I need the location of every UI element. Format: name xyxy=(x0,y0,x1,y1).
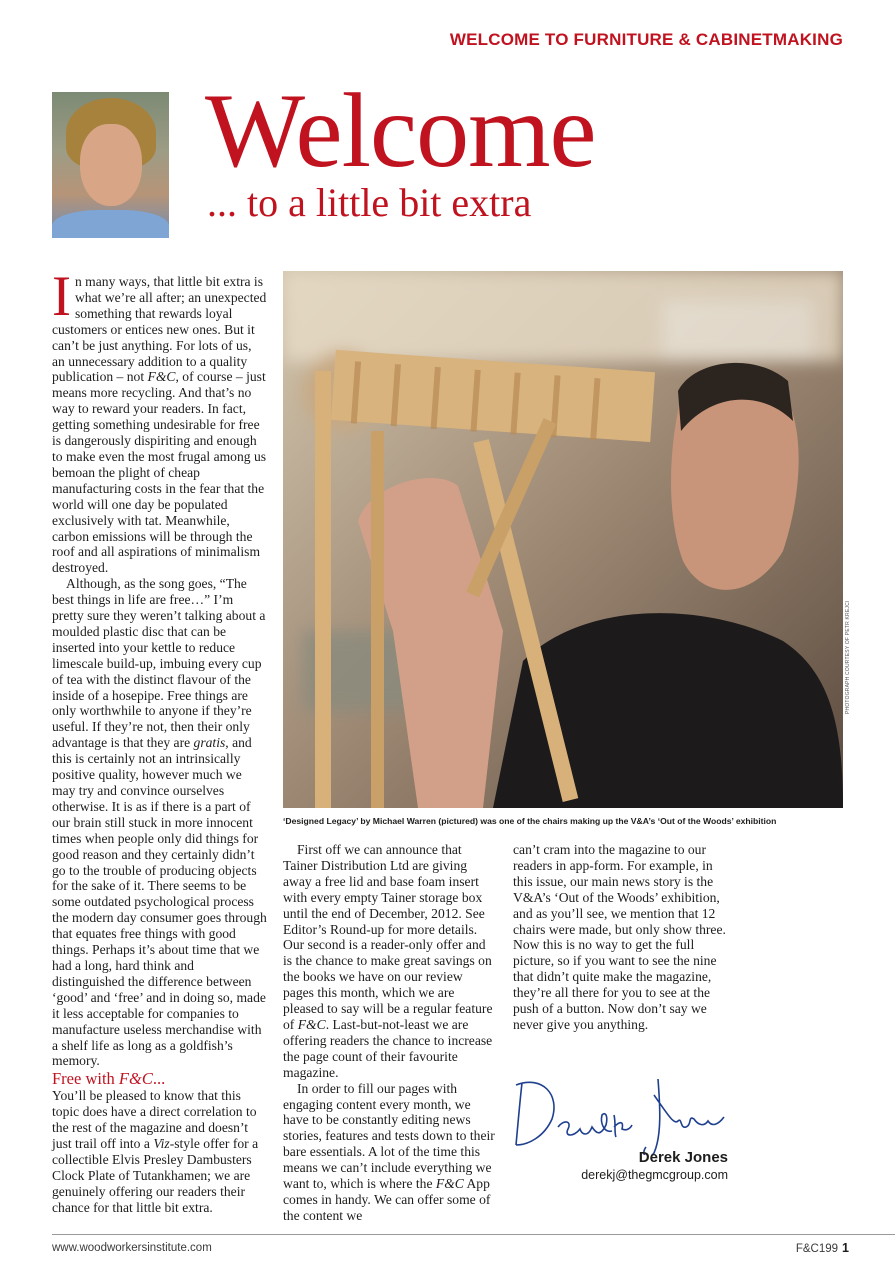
paragraph: can’t cram into the magazine to our readers in app-form. For example, in this issue, our main news story is the V&A’s ‘Out of the Woods’ exhibition, and as you’ll see, we mention that 12 chairs were made, but only show three. Now this is no way to get the full picture, so if you want to see the nine that didn’t quite make the magazine, they’re all there for you to see at the push of a button. Now don’t say we never give you anything. xyxy=(513,842,726,1032)
feature-photo xyxy=(283,271,843,808)
drop-cap: I xyxy=(52,265,71,328)
photo-illustration xyxy=(283,271,843,808)
footer-website: www.woodworkersinstitute.com xyxy=(52,1242,212,1254)
footer-rule xyxy=(52,1234,895,1235)
page-subtitle: ... to a little bit extra xyxy=(207,180,532,225)
paragraph: In many ways, that little bit extra is what we’re all after; an unexpected something that rewards loyal customers or entices new ones. But it can’t be just anything. For lots of us, an unnecessary addition to a quality publication – not F&C, of course – just means more recycling. And that’s no way to reward your readers. In fact, getting something undesirable for free is dangerously dispiriting and enough to make even the most frugal among us bemoan the plight of cheap manufacturing costs in the fear that the world will one day be populated exclusively with tat. Meanwhile, carbon emissions will be through the roof and all aspirations of minimalism destroyed. xyxy=(52,265,267,576)
article-column-1 xyxy=(52,265,267,1216)
photo-caption: ‘Designed Legacy’ by Michael Warren (pictured) was one of the chairs making up the V&A’s ‘Out of the Woods’ exhibition xyxy=(283,816,777,826)
paragraph: First off we can announce that Tainer Distribution Ltd are giving away a free lid and base foam insert with every empty Tainer storage box until the end of December, 2012. See Editor’s Round-up for more details. Our second is a reader-only offer and is the chance to make great savings on the books we have on our review pages this month, which we are pleased to say will be a regular feature of F&C. Last-but-not-least we are offering readers the chance to increase the page count of their favourite magazine. xyxy=(283,842,493,1080)
author-name: Derek Jones xyxy=(638,1149,728,1166)
photo-credit: PHOTOGRAPH COURTESY OF PETR KREJCI xyxy=(845,600,851,714)
paragraph: Although, as the song goes, “The best things in life are free…” I’m pretty sure they weren’t talking about a moulded plastic disc that can be inserted into your kettle to reduce limescale build-up, imbuing every cup of tea with the distinct flavour of the inside of a hosepipe. Free things are only worthwhile to anyone if they’re useful. If they’re not, then their only advantage is that they are gratis, and this is certainly not an intrinsically positive quality, however much we may try and convince ourselves otherwise. It is as if there is a part of our brain still stuck in more innocent times when people only did things for good reason and they certainly didn’t go to the trouble of producing objects for the sake of it. There seems to be some outdated psychological process the modern day consumer goes through that equates free things with good things. Perhaps it’s about time that we had a long, hard think and distinguished the difference between ‘good’ and ‘free’ and in doing so, made it less acceptable for companies to manufacture useless merchandise with a shelf life as long as a goldfish’s memory. xyxy=(52,576,267,1069)
page-title: Welcome xyxy=(205,72,596,189)
paragraph: You’ll be pleased to know that this topic does have a direct correlation to the rest of the magazine and doesn’t just trail off into a Viz-style offer for a collectible Elvis Presley Dambusters Clock Plate of Tutankhamen; we are genuinely offering our readers their chance for that little bit extra. xyxy=(52,1088,259,1215)
article-column-3 xyxy=(513,842,727,1033)
chair-leg xyxy=(371,431,384,808)
author-email: derekj@thegmcgroup.com xyxy=(581,1168,728,1182)
portrait-face xyxy=(80,124,142,206)
handwritten-signature xyxy=(508,1075,733,1155)
subheading: Free with F&C... xyxy=(52,1069,166,1089)
chair-leg xyxy=(315,371,331,808)
editor-portrait xyxy=(52,92,169,238)
article-column-2 xyxy=(283,842,495,1224)
paragraph: In order to fill our pages with engaging content every month, we have to be constantly editing news stories, features and tests down to their bare essentials. A lot of the time this means we can’t include everything we want to, which is where the F&C App comes in handy. We can offer some of the content we xyxy=(283,1080,495,1223)
footer-page-number: F&C199 1 xyxy=(795,1241,849,1255)
portrait-shirt xyxy=(52,210,169,238)
section-title: WELCOME TO FURNITURE & CABINETMAKING xyxy=(449,30,843,49)
